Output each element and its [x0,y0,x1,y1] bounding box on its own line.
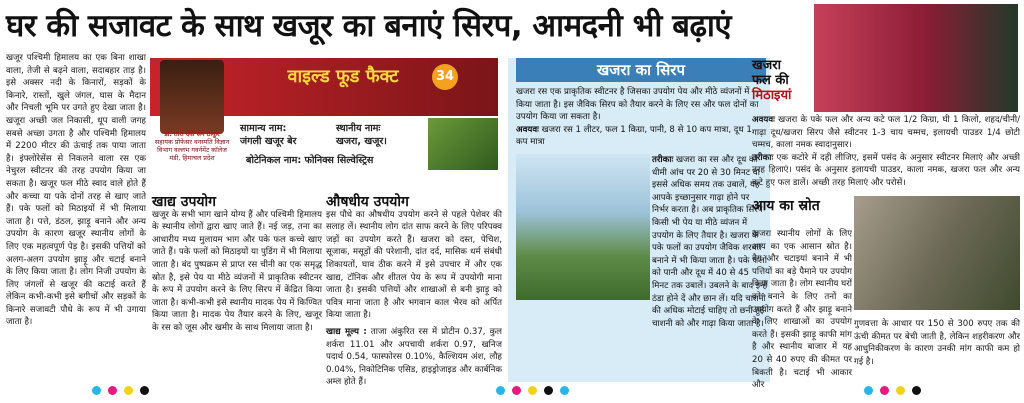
sweets-title-line-1: खजरा [752,58,781,73]
registration-dot [912,386,921,395]
income-title: आय का स्रोत [752,198,820,214]
income-text: खजरा स्थानीय लोगों के लिए आय का एक आसान स्रोत है। बैग और चटाइयां बनाने में भी पत्तियों का बड़े पैमाने पर उपयोग किया जाता है। लोग स्थानीय घरों को बनाने के लिए तनों का उपयोग करते हैं और झाड़ू बनाने के लिए शाखाओं का उपयोग करते हैं। इसकी झाड़ू काफी मांग है और स्थानीय बाजार में यह 20 से 40 रुपए की कीमत पर बिकती है। चटाई भी आकार और [752,229,852,391]
syrup-intro-text: खजरा रस एक प्राकृतिक स्वीटनर है जिसका उपयोग पेय और मीठे व्यंजनों में किया जाता है। इस जैविक सिरप को तैयार करने के लिए रस और फल दोनों का उपयोग किया जा सकता है। [516,87,759,123]
syrup-title: खजरा का सिरप [516,58,766,82]
registration-dot [108,386,117,395]
botanical-name-value: फोनिक्स सिल्वेस्ट्रिस [304,155,374,166]
intro-column: खजूर पश्चिमी हिमालय का एक बिना शाखा वाला, तेजी से बढ़ने वाला, सदाबहार ताड़ है। इसे अक्सर नदी के किनारों, सड़कों के किनारे, रास्तों, खुले जंगल, घास के मैदान और निचली भूमि पर उगते हुए देखा जाता है। खजूरा अच्छी जल निकासी, धूप वाली जगह सबसे अच्छा उगता है और पश्चिमी हिमालय में 2200 मीटर की ऊंचाई तक पाया जाता है। इंफ्लोरेसेंस से निकलने वाला रस एक नेचुरल स्वीटनर की तरह उपयोग किया जा सकता है। खजूर फल मीठे स्वाद वाले होते हैं और कच्चा या पके दोनों तरह से खाए जाते हैं। पके फलों को मिठाइयों में भी मिलाया जाता है। पत्ते, डंठल, झाड़ू बनाने और अन्य उपयोग के कारण खजूर स्थानीय लोगों के लिए एक महत्वपूर्ण पेड़ है। इसकी पत्तियों को अलग-अलग उपयोग झाड़ू और चटाई बनाने के लिए किया जाता है। लोग निजी उपयोग के लिए जंगलों से खजूर की कटाई करते हैं लेकिन कभी-कभी इसे बगीचों और सड़कों के किनारे सजावटी पौधे के रूप में भी उगाया जाता है। [6,53,146,328]
registration-dot [880,386,889,395]
sweets-method-label: तरीकाः [752,152,774,163]
author-credit [152,130,232,166]
sweets-recipe [752,114,1020,192]
registration-dots-left [92,386,162,396]
registration-dots-right [864,386,934,396]
registration-dot [560,386,569,395]
syrup-method [652,154,768,329]
syrup-method-text: खजरा का रस और दूध को धीमी आंच पर 20 से 30 मिनट या इससे अधिक समय तक उबालें, यह आपके इच्छानुसार गाढ़ा होने पर निर्भर करता है। अब प्राकृतिक सिरप किसी भी पेय या मीठे व्यंजन में उपयोग के लिए तैयार है। खजरा के पके फलों का उपयोग जैविक शरबत बनाने में भी किया जाता है। पके फलों को पानी और दूध में 40 से 45 मिनट तक उबालें। उबलने के बाद इन्हें ठंडा होने दें और छान लें। यदि चाशनी की अधिक मोटाई चाहिए तो छनी हुई चाशनी को और गाढ़ा किया जाता है। [652,155,768,329]
food-use-column [152,196,322,376]
woman-making-broom-photo [854,196,1020,310]
syrup-intro [516,86,766,154]
syrup-ingredients: खजरा रस 1 लीटर, फल 1 किग्रा, पानी, 8 से 10 कप मात्रा, दूध 1 कप मात्रा [516,124,752,148]
registration-dot [512,386,521,395]
registration-dot [92,386,101,395]
common-name-value: जंगली खजूर बेर [240,136,297,147]
registration-dot [124,386,133,395]
dates-fruit-photo [814,4,1018,112]
income-caption: गुणवत्ता के आधार पर 150 से 300 रुपए तक की ऊंची कीमत पर बेची जाती है, लेकिन शहरीकरण और आधुनिकीकरण के कारण उनकी मांग काफी कम हो गई है। [854,319,1020,367]
sweets-method: एक कटोरे में दही लीजिए, इसमें पसंद के अनुसार स्वीटनर मिलाएं और अच्छी तरह हिलाएं। पसंद के अनुसार इलायची पाउडर, काला नमक, खजरा फल और अन्य कटे हुए फल डालें। अच्छी तरह मिलाएं और परोसें। [752,152,1020,188]
plant-names [232,118,422,172]
sweets-title [752,58,814,112]
medicinal-use-text: इस पौधे का औषधीय उपयोग करने से पहले पेशेवर की सलाह लें। स्थानीय लोग दांत साफ करने के लिए परिपक्व जड़ों का उपयोग करते हैं। खजरा को दस्त, पेचिश, सूजाक, मसूड़ों की परेशानी, दांत दर्द, मासिक धर्म संबंधी शिकायतों, घाव ठीक करने में इसे उपचार में और एक खाद्य, टॉनिक और शीतल पेय के रूप में उपयोगी माना जाता है। इसकी पत्तियों और शाखाओं से बनी झाड़ू को पवित्र माना जाता है और भगवान काल भैरव को अर्पित किया जाता है। [326,209,502,321]
sweets-ingredients-label: अवयवः [752,115,775,125]
common-name-label: सामान्य नाम: [240,123,287,134]
medicinal-use-column [326,194,503,388]
registration-dot [864,386,873,395]
palm-trees-photo [516,154,650,300]
food-use-text: खजूर के सभी भाग खाने योग्य हैं और पश्चिमी हिमालय के स्थानीय लोगों द्वारा खाए जाते हैं। नई जड़, तना का आधारीय मध्य मुलायम भाग और पके फल कच्चे खाए जाते हैं। पके फलों को मिठाइयों या पुडिंग में भी मिलाया जाता है। बंद पुष्पक्रम से प्राप्त रस चीनी का एक समृद्ध स्रोत है, इसे पेय या मीठे व्यंजनों में प्राकृतिक स्वीटनर के रूप में उपयोग करने के लिए सिरप में केंद्रित किया जाता है। कभी-कभी इसे स्थानीय मादक पेय में किण्वित किया जाता है। मादक पेय तैयार करने के लिए, खजूर के रस को जूस और खमीर के साथ मिलाया जाता है। [152,209,322,333]
nutrition-text: ताजा अंकुरित रस में प्रोटीन 0.37, कुल शर्करा 11.01 और अपचायी शर्करा 0.97, खनिज पदार्थ 0.54, फास्फोरस 0.10%, कैल्शियम अंश, लौह 0.04%, निकोटिनिक एसिड, हाइड्रोजाइड और कार्बनिक अम्ल होते हैं। [326,326,503,388]
banner-number-badge: 34 [432,64,458,90]
botanical-name-label: बोटेनिकल नाम: [246,155,302,166]
sweets-title-line-3: मिठाइयां [752,88,792,103]
food-use-title: खाद्य उपयोग [152,194,217,210]
plant-photo [428,118,498,170]
registration-dots-center [496,386,596,396]
sweets-ingredients: खजरा के पके फल और अन्य कटे फल 1/2 किग्रा, घी 1 किलो, शहद/चीनी/गाढ़ा दूध/खजरा सिरप जैसे स्वीटनर 1-3 चाय चम्मच, इलायची पाउडर 1/4 छोटी चम्मच, काला नमक स्वादानुसार। [752,115,1020,151]
registration-dot [496,386,505,395]
author-role: सहायक प्रोफेसर वनस्पति विज्ञान विभाग वल्लभ गवर्नमेंट कॉलेज मंडी, हिमाचल प्रदेश [154,138,230,162]
local-name-value: खजरा, खजूर। [336,136,387,147]
author-photo [160,60,224,134]
banner-title: वाइल्ड फूड फैक्ट [287,66,399,87]
registration-dot [140,386,149,395]
syrup-method-label: तरीकाः [652,155,674,165]
registration-dot [528,386,537,395]
registration-dot [896,386,905,395]
headline: घर की सजावट के साथ खजूर का बनाएं सिरप, आमदनी भी बढ़ाएं [6,8,732,44]
syrup-ingredients-label: अवयवः [516,124,539,135]
author-name: डॉ. तारा देवी सेन ठाकुर [164,130,220,138]
nutrition-label: खाद्य मूल्य : [326,326,367,337]
sweets-title-line-2: फल की [752,73,789,88]
medicinal-use-title: औषधीय उपयोग [326,194,409,210]
registration-dot [544,386,553,395]
local-name-label: स्थानीय नामः [336,123,381,134]
